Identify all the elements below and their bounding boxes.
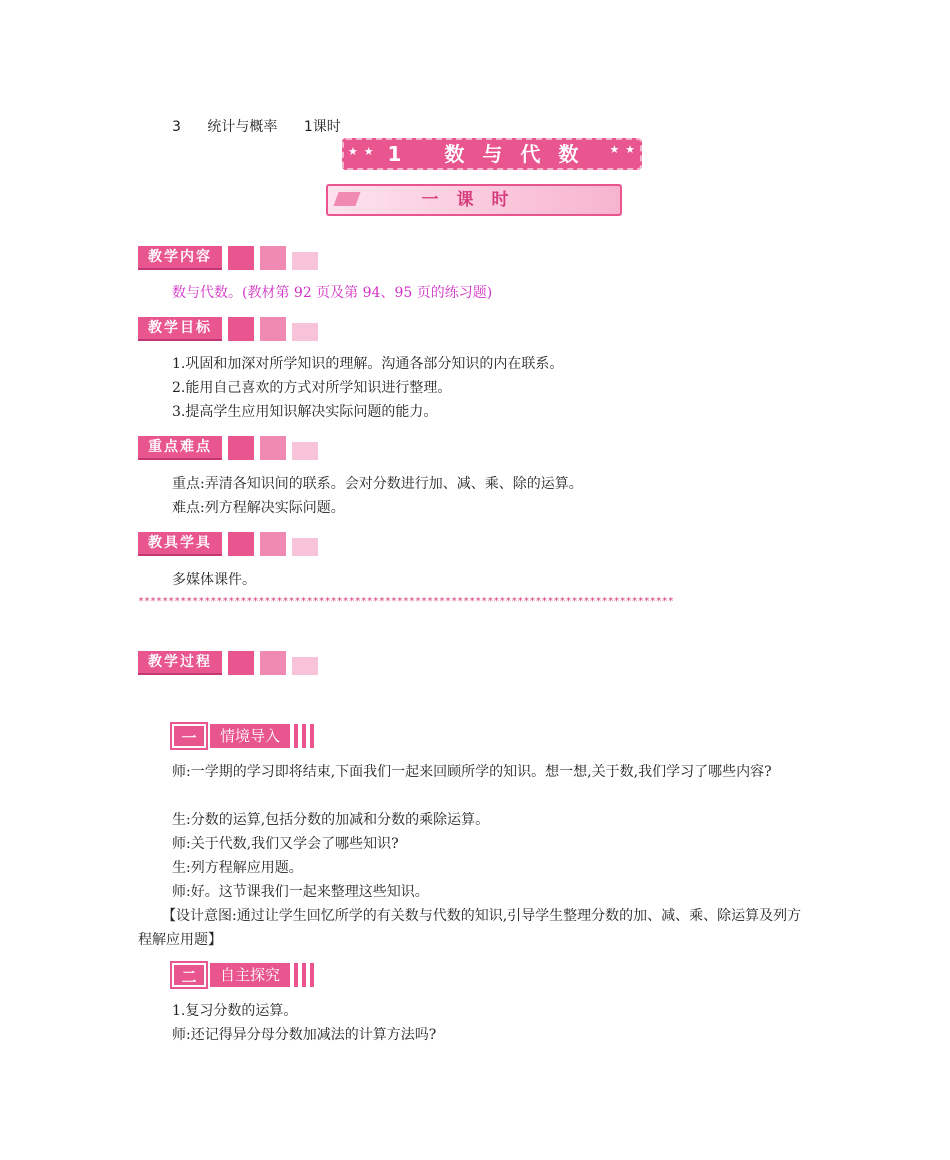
decor-square (260, 436, 286, 460)
step-title: 自主探究 (210, 963, 290, 987)
keypoint-item: 难点:列方程解决实际问题。 (172, 500, 345, 516)
tools-text: 多媒体课件。 (172, 572, 256, 588)
decor-square (292, 323, 318, 341)
section-label-text: 教具学具 (138, 532, 222, 556)
decor-square (260, 246, 286, 270)
banner-decoration (333, 192, 360, 206)
decor-square (292, 252, 318, 270)
section-label-content (138, 246, 318, 270)
dialogue-paragraph: 1.复习分数的运算。 (172, 1003, 298, 1019)
decor-square (228, 532, 254, 556)
design-note: 【设计意图:通过让学生回忆所学的有关数与代数的知识,引导学生整理分数的加、减、乘、除运算及列方程解应用题】 (138, 908, 802, 948)
section-label-text: 教学过程 (138, 651, 222, 675)
decor-square (228, 651, 254, 675)
dialogue-paragraph: 生:分数的运算,包括分数的加减和分数的乘除运算。 (172, 812, 490, 828)
section-label-text: 重点难点 (138, 436, 222, 460)
step-tag-1 (172, 724, 318, 748)
lesson-banner (326, 184, 622, 216)
decor-square (260, 317, 286, 341)
decor-square (292, 538, 318, 556)
decor-square (292, 657, 318, 675)
dialogue-paragraph: 师:还记得异分母分数加减法的计算方法吗? (172, 1027, 437, 1043)
decor-bars (294, 963, 318, 987)
unit-title: 统计与概率 (207, 119, 278, 135)
dialogue-paragraph: 师:一学期的学习即将结束,下面我们一起来回顾所学的知识。想一想,关于数,我们学习了哪些内容? (172, 764, 772, 780)
decor-square (260, 532, 286, 556)
dialogue-paragraph: 师:关于代数,我们又学会了哪些知识? (172, 836, 399, 852)
chapter-banner (342, 138, 642, 170)
decor-square (228, 246, 254, 270)
stars-left: ★ ★ (348, 145, 375, 158)
step-number: 二 (172, 963, 206, 987)
dialogue-paragraph: 生:列方程解应用题。 (172, 860, 303, 876)
unit-hours: 1课时 (303, 119, 341, 135)
unit-header (172, 116, 363, 136)
step-title: 情境导入 (210, 724, 290, 748)
goal-item: 1.巩固和加深对所学知识的理解。沟通各部分知识的内在联系。 (172, 356, 564, 372)
decor-square (260, 651, 286, 675)
section-label-text: 教学内容 (138, 246, 222, 270)
goal-item: 2.能用自己喜欢的方式对所学知识进行整理。 (172, 380, 452, 396)
keypoint-item: 重点:弄清各知识间的联系。会对分数进行加、减、乘、除的运算。 (172, 476, 583, 492)
decor-square (292, 442, 318, 460)
lesson-title: 一课时 (421, 190, 527, 210)
section-label-process (138, 651, 318, 675)
step-tag-2 (172, 963, 318, 987)
content-text: 数与代数。(教材第 92 页及第 94、95 页的练习题) (172, 285, 493, 301)
dialogue-paragraph: 师:好。这节课我们一起来整理这些知识。 (172, 884, 429, 900)
unit-number: 3 (172, 119, 181, 135)
section-label-goals (138, 317, 318, 341)
stars-right: ★ ★ (609, 143, 636, 156)
star-divider: ***************************************************************************************** (138, 596, 674, 607)
decor-square (228, 317, 254, 341)
goal-item: 3.提高学生应用知识解决实际问题的能力。 (172, 404, 438, 420)
section-label-text: 教学目标 (138, 317, 222, 341)
decor-square (228, 436, 254, 460)
step-number: 一 (172, 724, 206, 748)
section-label-keypoints (138, 436, 318, 460)
section-label-tools (138, 532, 318, 556)
decor-bars (294, 724, 318, 748)
chapter-title: 1 数与代数 (387, 142, 597, 166)
